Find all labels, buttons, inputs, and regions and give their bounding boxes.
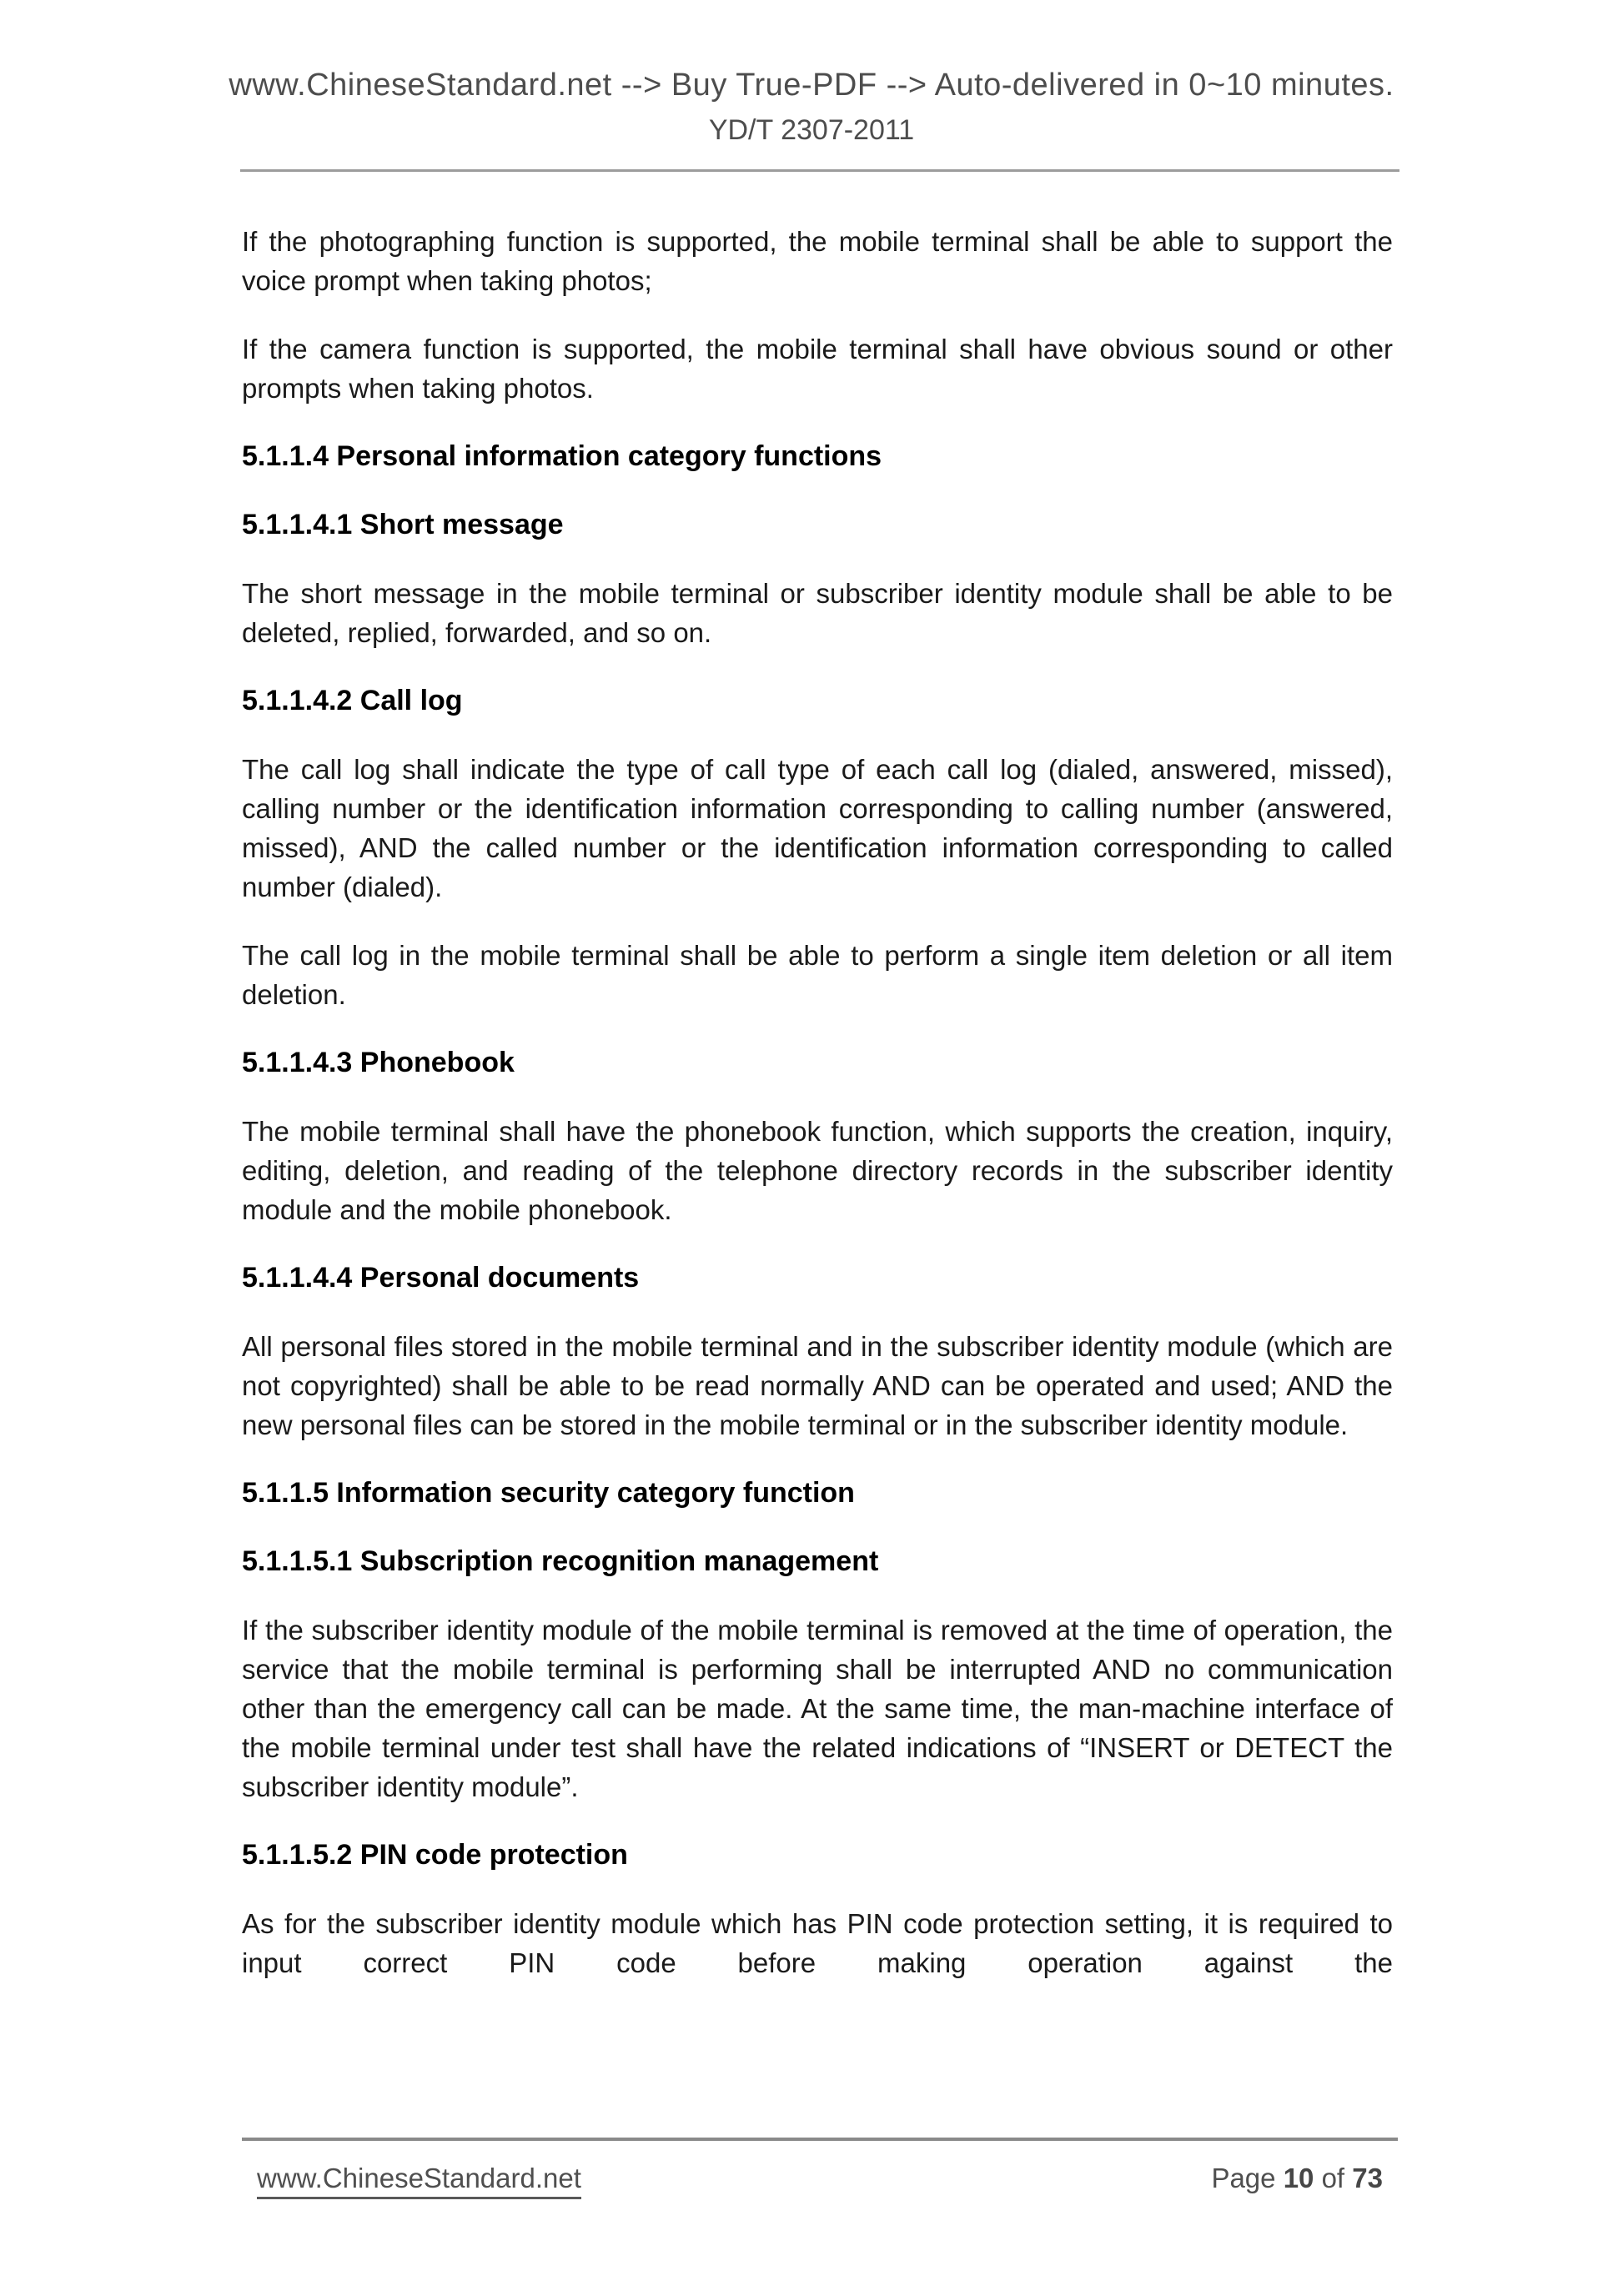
paragraph: The call log shall indicate the type of call type of each call log (dialed, answered, missed), calling number or the identification information corresponding to calling number (answered, missed), AND the called number or the identification information corresponding to called number (dialed). (242, 754, 1393, 902)
paragraph: If the photographing function is supported, the mobile terminal shall be able to support the voice prompt when taking photos; (242, 226, 1393, 296)
section-heading: 5.1.1.4.4 Personal documents (242, 1262, 640, 1294)
paragraph: If the subscriber identity module of the mobile terminal is removed at the time of operation, the service that the mobile terminal is performing shall be interrupted AND no communication other than the emergency call can be made. At the same time, the man-machine interface of the mobile terminal under test shall have the related indications of “INSERT or DETECT the subscriber identity module”. (242, 1615, 1393, 1802)
header-banner: www.ChineseStandard.net --> Buy True-PDF --> Auto-delivered in 0~10 minutes. (229, 68, 1394, 103)
paragraph: The call log in the mobile terminal shall be able to perform a single item deletion or all item deletion. (242, 940, 1393, 1010)
site-link[interactable]: www.ChineseStandard.net (257, 2163, 581, 2199)
paragraph: The mobile terminal shall have the phonebook function, which supports the creation, inquiry, editing, deletion, and reading of the telephone directory records in the subscriber identity module and the mobile phonebook. (242, 1116, 1393, 1225)
page-number: 10 (1283, 2163, 1314, 2193)
header-rule (240, 169, 1399, 172)
section-heading: 5.1.1.5.2 PIN code protection (242, 1839, 628, 1871)
standard-code: YD/T 2307-2011 (708, 114, 915, 146)
of-word: of (1321, 2163, 1345, 2193)
page-footer (242, 2138, 1398, 2199)
document-body (242, 222, 1393, 1982)
total-pages: 73 (1352, 2163, 1383, 2193)
section-heading: 5.1.1.4.1 Short message (242, 509, 564, 540)
section-heading: 5.1.1.5 Information security category function (242, 1477, 855, 1509)
section-heading: 5.1.1.4.2 Call log (242, 685, 463, 716)
paragraph: As for the subscriber identity module which has PIN code protection setting, it is required to input correct PIN code before making operation against the (242, 1908, 1393, 1978)
page-header (0, 0, 1623, 147)
paragraph: The short message in the mobile terminal or subscriber identity module shall be able to be deleted, replied, forwarded, and so on. (242, 578, 1393, 648)
footer-row (242, 2163, 1398, 2199)
section-heading: 5.1.1.4.3 Phonebook (242, 1047, 515, 1078)
paragraph: If the camera function is supported, the mobile terminal shall have obvious sound or other prompts when taking photos. (242, 334, 1393, 404)
section-heading: 5.1.1.5.1 Subscription recognition management (242, 1545, 879, 1577)
section-heading: 5.1.1.4 Personal information category functions (242, 440, 882, 472)
page-indicator (1211, 2163, 1383, 2194)
footer-rule (242, 2138, 1398, 2141)
paragraph: All personal files stored in the mobile terminal and in the subscriber identity module (which are not copyrighted) shall be able to be read normally AND can be operated and used; AND the new personal files can be stored in the mobile terminal or in the subscriber identity module. (242, 1331, 1393, 1440)
page-word: Page (1211, 2163, 1276, 2193)
